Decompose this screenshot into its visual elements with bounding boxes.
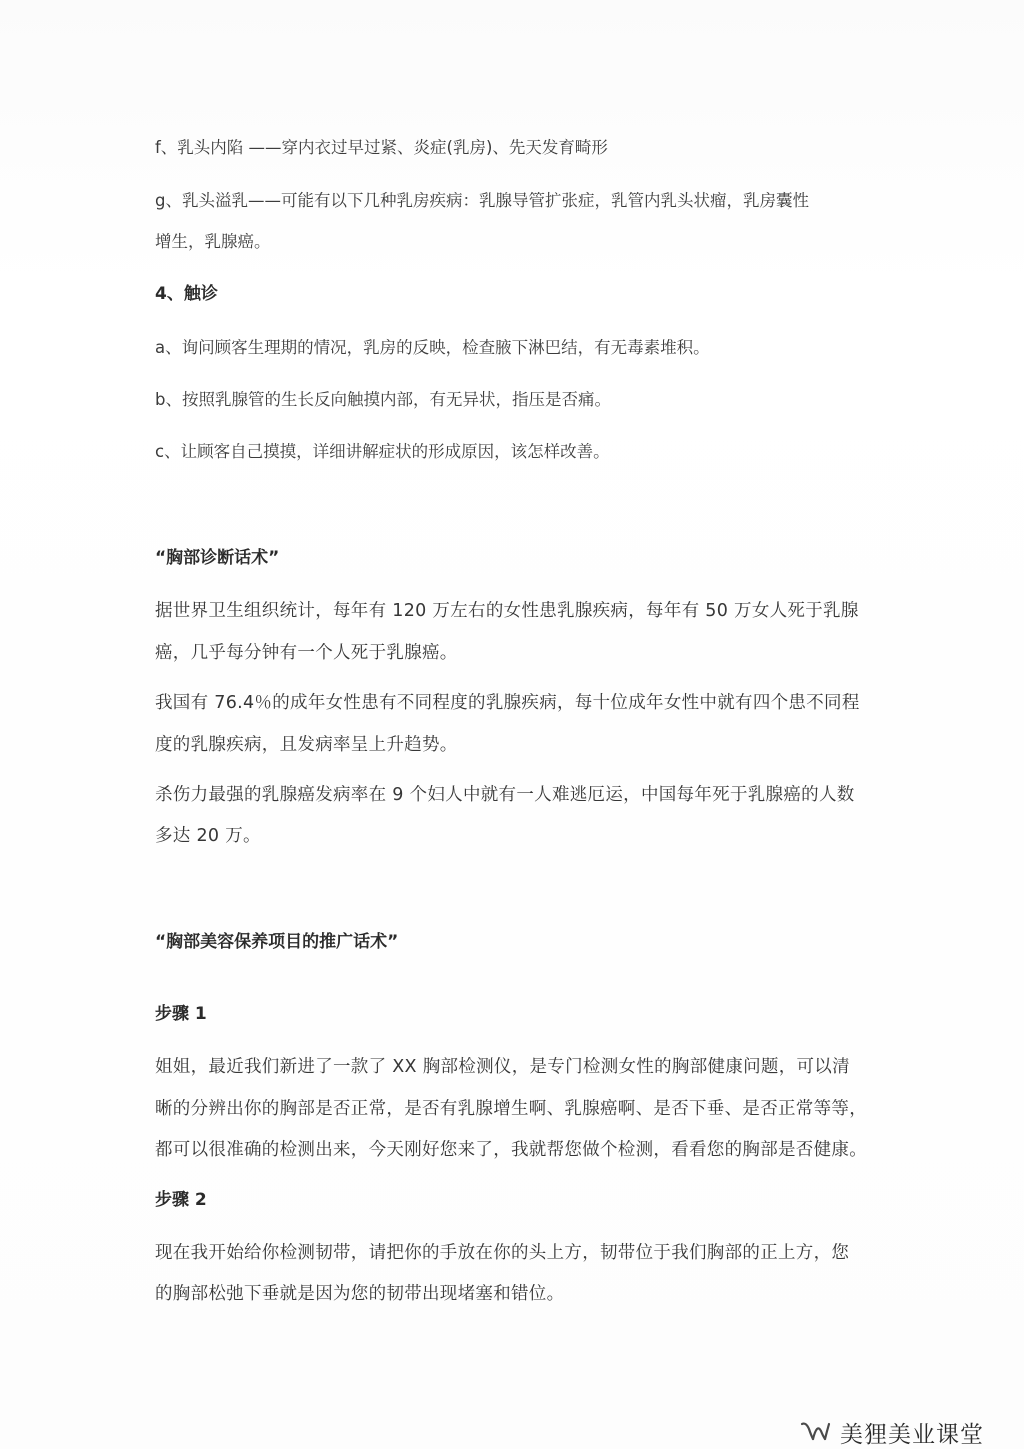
watermark-text: 美狸美业课堂: [840, 1421, 984, 1448]
wechat-channel-icon: [798, 1417, 832, 1447]
step1-line1: 姐姐，最近我们新进了一款了 XX 胸部检测仪，是专门检测女性的胸部健康问题，可以清: [155, 1057, 850, 1077]
item-g-line-2: 增生，乳腺癌。: [155, 232, 271, 251]
diagnosis-para3-line1: 杀伤力最强的乳腺癌发病率在 9 个妇人中就有一人难逃厄运，中国每年死于乳腺癌的人数: [155, 785, 855, 805]
palpation-item-b: b、按照乳腺管的生长反向触摸内部，有无异状，指压是否痛。: [155, 390, 611, 409]
diagnosis-para1-line2: 癌，几乎每分钟有一个人死于乳腺癌。: [155, 643, 458, 663]
diagnosis-para3-line2: 多达 20 万。: [155, 826, 261, 846]
step2-line2: 的胸部松弛下垂就是因为您的韧带出现堵塞和错位。: [155, 1284, 565, 1304]
step2-heading: 步骤 2: [155, 1190, 207, 1210]
palpation-item-c: c、让顾客自己摸摸，详细讲解症状的形成原因，该怎样改善。: [155, 442, 610, 461]
diagnosis-heading: “胸部诊断话术”: [155, 548, 280, 568]
palpation-heading: 4、触诊: [155, 284, 218, 304]
diagnosis-para1-line1: 据世界卫生组织统计，每年有 120 万左右的女性患乳腺疾病，每年有 50 万女人死于乳腺: [155, 601, 859, 621]
diagnosis-para2-line1: 我国有 76.4％的成年女性患有不同程度的乳腺疾病，每十位成年女性中就有四个患不同程: [155, 693, 860, 713]
step2-line1: 现在我开始给你检测韧带，请把你的手放在你的头上方，韧带位于我们胸部的正上方，您: [155, 1243, 850, 1263]
item-g-line-1: g、乳头溢乳——可能有以下几种乳房疾病：乳腺导管扩张症，乳管内乳头状瘤，乳房囊性: [155, 191, 809, 210]
step1-heading: 步骤 1: [155, 1004, 207, 1024]
wechat-watermark: [798, 1412, 984, 1452]
item-f: f、乳头内陷 ——穿内衣过早过紧、炎症(乳房)、先天发育畸形: [155, 138, 608, 157]
promotion-heading: “胸部美容保养项目的推广话术”: [155, 932, 399, 952]
diagnosis-para2-line2: 度的乳腺疾病，且发病率呈上升趋势。: [155, 735, 458, 755]
step1-line2: 晰的分辨出你的胸部是否正常，是否有乳腺增生啊、乳腺癌啊、是否下垂、是否正常等等，: [155, 1099, 867, 1119]
palpation-item-a: a、询问顾客生理期的情况，乳房的反映，检查腋下淋巴结，有无毒素堆积。: [155, 338, 710, 357]
step1-line3: 都可以很准确的检测出来，今天刚好您来了，我就帮您做个检测，看看您的胸部是否健康。: [155, 1140, 867, 1160]
